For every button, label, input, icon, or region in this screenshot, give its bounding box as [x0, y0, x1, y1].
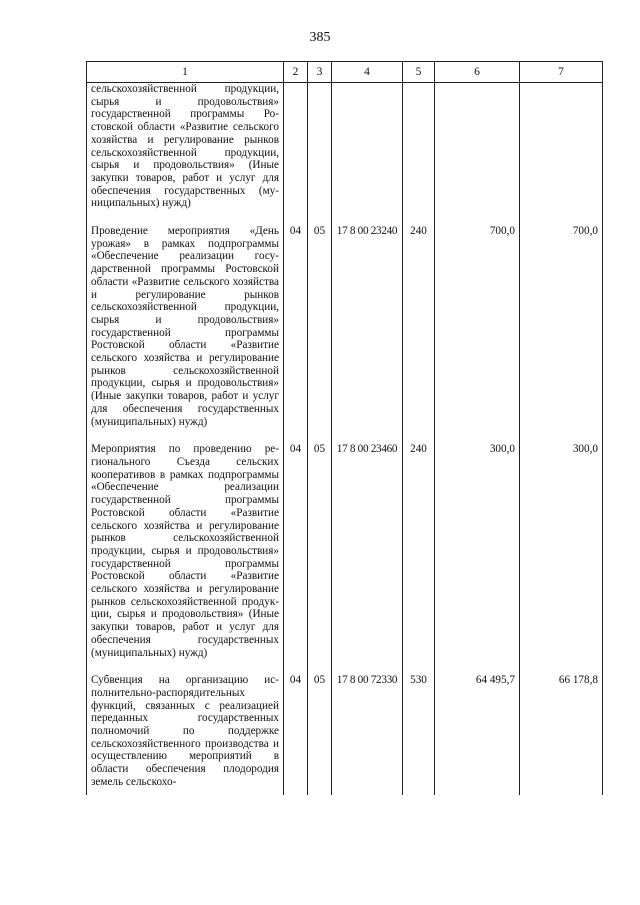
row-description: сельскохозяйственной продукции, сырья и продовольствия» государственной программы Ростовской области «Развитие сельского хозяйства и регулирование рынков сельскохозяйственной продукции, сырья и продовольствия» (Иные закупки товаров, работ и услуг для обеспечения государственных (муниципальных) нужд) [87, 83, 284, 226]
row-section: 04 [284, 443, 308, 674]
row-target-code [332, 83, 403, 226]
column-header-5: 5 [403, 62, 435, 83]
row-amount-2 [520, 83, 603, 226]
row-target-code: 17 8 00 23460 [332, 443, 403, 674]
row-amount-1 [435, 83, 520, 226]
row-expense-type: 240 [403, 443, 435, 674]
column-header-6: 6 [435, 62, 520, 83]
row-subsection: 05 [308, 225, 332, 443]
column-header-3: 3 [308, 62, 332, 83]
budget-table [86, 61, 603, 795]
row-amount-1: 64 495,7 [435, 674, 520, 794]
row-amount-1: 300,0 [435, 443, 520, 674]
row-section [284, 83, 308, 226]
row-description: Проведение мероприятия «День урожая» в рамках подпрограммы «Обеспечение реализации государственной программы Ростовской области «Развитие сельского хозяйства и регулирование рынков сельскохозяйственной продукции, сырья и продовольствия» государственной программы Ростовской области «Развитие сельского хозяйства и регулирование рынков сельскохозяйственной продукции, сырья и продовольствия» (Иные закупки товаров, работ и услуг для обеспечения государственных (муниципальных) нужд) [87, 225, 284, 443]
row-subsection: 05 [308, 443, 332, 674]
row-section: 04 [284, 225, 308, 443]
page-number: 385 [309, 30, 331, 45]
row-expense-type: 530 [403, 674, 435, 794]
table-row [87, 225, 603, 443]
column-header-1: 1 [87, 62, 284, 83]
table-row [87, 674, 603, 794]
row-description: Субвенция на организацию исполнительно-распорядительных функций, связанных с реализацией переданных государственных полномочий по поддержке сельскохозяйственного производства и осуществлению мероприятий в области обеспечения плодородия земель сельскохо- [87, 674, 284, 794]
row-expense-type [403, 83, 435, 226]
row-subsection: 05 [308, 674, 332, 794]
column-header-2: 2 [284, 62, 308, 83]
row-amount-2: 66 178,8 [520, 674, 603, 794]
row-section: 04 [284, 674, 308, 794]
row-expense-type: 240 [403, 225, 435, 443]
table-header-row [87, 62, 603, 83]
row-amount-2: 300,0 [520, 443, 603, 674]
column-header-4: 4 [332, 62, 403, 83]
row-target-code: 17 8 00 72330 [332, 674, 403, 794]
row-target-code: 17 8 00 23240 [332, 225, 403, 443]
table-row [87, 443, 603, 674]
row-subsection [308, 83, 332, 226]
row-description: Мероприятия по проведению регионального Съезда сельских кооперативов в рамках подпрограммы «Обеспечение реализации государственной программы Ростовской области «Развитие сельского хозяйства и регулирование рынков сельскохозяйственной продукции, сырья и продовольствия» государственной программы Ростовской области «Развитие сельского хозяйства и регулирование рынков сельскохозяйственной продукции, сырья и продовольствия» (Иные закупки товаров, работ и услуг для обеспечения государственных (муниципальных) нужд) [87, 443, 284, 674]
row-amount-1: 700,0 [435, 225, 520, 443]
row-amount-2: 700,0 [520, 225, 603, 443]
table-row [87, 83, 603, 226]
column-header-7: 7 [520, 62, 603, 83]
